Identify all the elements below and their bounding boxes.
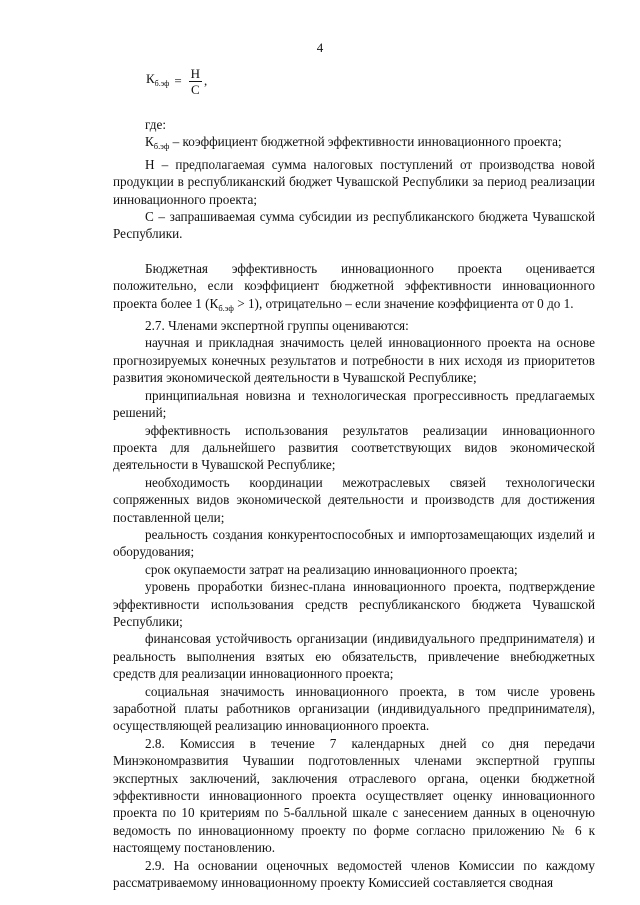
criteria-item: принципиальная новизна и технологическая прогрессивность предлагаемых решений;: [113, 387, 595, 421]
page-number: 4: [316, 40, 324, 55]
budget-text-b: > 1), отрицательно – если значение коэффициента от 0 до 1.: [233, 295, 574, 311]
criteria-item: научная и прикладная значимость целей инновационного проекта на основе прогнозируемых конечных результатов и потребности в них исходя из приоритетов развития экономической деятельности в Чувашской Республике;: [113, 335, 595, 386]
where-label: где:: [145, 117, 166, 132]
criteria-item: срок окупаемости затрат на реализацию инновационного проекта;: [145, 561, 518, 577]
formula-numerator: Н: [190, 65, 201, 81]
legend-k-text: – коэффициент бюджетной эффективности инновационного проекта;: [169, 134, 562, 150]
legend-n: Н – предполагаемая сумма налоговых поступлений от производства новой продукции в республиканский бюджет Чувашской Республики за период реализации инновационного проекта;: [113, 156, 595, 207]
formula-lhs: [146, 70, 169, 92]
section-2-8-paragraph: 2.8. Комиссия в течение 7 календарных дней со дня передачи Минэкономразвития Чувашии подготовленных членами экспертной группы экспертных заключений, заключения отраслевого органа, оценки бюджетной эффективности инновационного проекта осуществляет оценку инновационного проекта по 10 критериям по 5-балльной шкале с занесением данных в оценочную ведомость по инновационному проекту по форме согласно приложению № 6 к настоящему постановлению.: [113, 735, 595, 856]
legend-k-subscript: б.эф: [153, 141, 170, 152]
criteria-item: эффективность использования результатов реализации инновационного проекта для дальнейшего развития соответствующих видов экономической деятельности в Чувашской Республике;: [113, 422, 595, 473]
formula-denominator: С: [191, 81, 200, 97]
formula-lhs-subscript: б.эф: [154, 78, 170, 88]
legend-c: С – запрашиваемая сумма субсидии из республиканского бюджета Чувашской Республики.: [113, 209, 595, 242]
formula-fraction: [189, 66, 202, 97]
criteria-item: необходимость координации межотраслевых связей технологически сопряженных видов экономической деятельности и производств для достижения поставленной цели;: [113, 474, 595, 525]
budget-paragraph: [113, 260, 595, 317]
formula-equals: =: [174, 73, 182, 89]
efficiency-formula: [146, 63, 207, 99]
document-body: [113, 116, 595, 891]
criteria-item: уровень проработки бизнес-плана инновационного проекта, подтверждение эффективности использования средств республиканского бюджета Чувашской Республики;: [113, 579, 595, 629]
legend-k: [113, 133, 595, 155]
formula-comma: ,: [204, 73, 208, 89]
criteria-item: финансовая устойчивость организации (индивидуального предпринимателя) и реальность выполнения взятых ею обязательств, привлечение внебюджетных средств для реализации инновационного проекта;: [113, 631, 595, 682]
paragraph-gap: [113, 243, 595, 260]
criteria-item: реальность создания конкурентоспособных и импортозамещающих изделий и оборудования;: [113, 526, 595, 560]
budget-text-a: Бюджетная эффективность инновационного проекта оценивается положительно, если коэффициент бюджетной эффективности инновационного проекта более 1 (К: [113, 260, 595, 311]
legend-k-symbol: К: [145, 134, 154, 150]
budget-subscript: б.эф: [218, 302, 234, 313]
formula-lhs-symbol: К: [146, 70, 155, 86]
section-2-7-heading: 2.7. Членами экспертной группы оцениваются:: [145, 318, 409, 334]
section-2-9-paragraph: 2.9. На основании оценочных ведомостей членов Комиссии по каждому рассматриваемому инновационному проекту Комиссией составляется сводная: [113, 857, 595, 891]
criteria-item: социальная значимость инновационного проекта, в том числе уровень заработной платы работников организации (индивидуального предпринимателя), осуществляющей реализацию инновационного проекта.: [113, 683, 595, 734]
